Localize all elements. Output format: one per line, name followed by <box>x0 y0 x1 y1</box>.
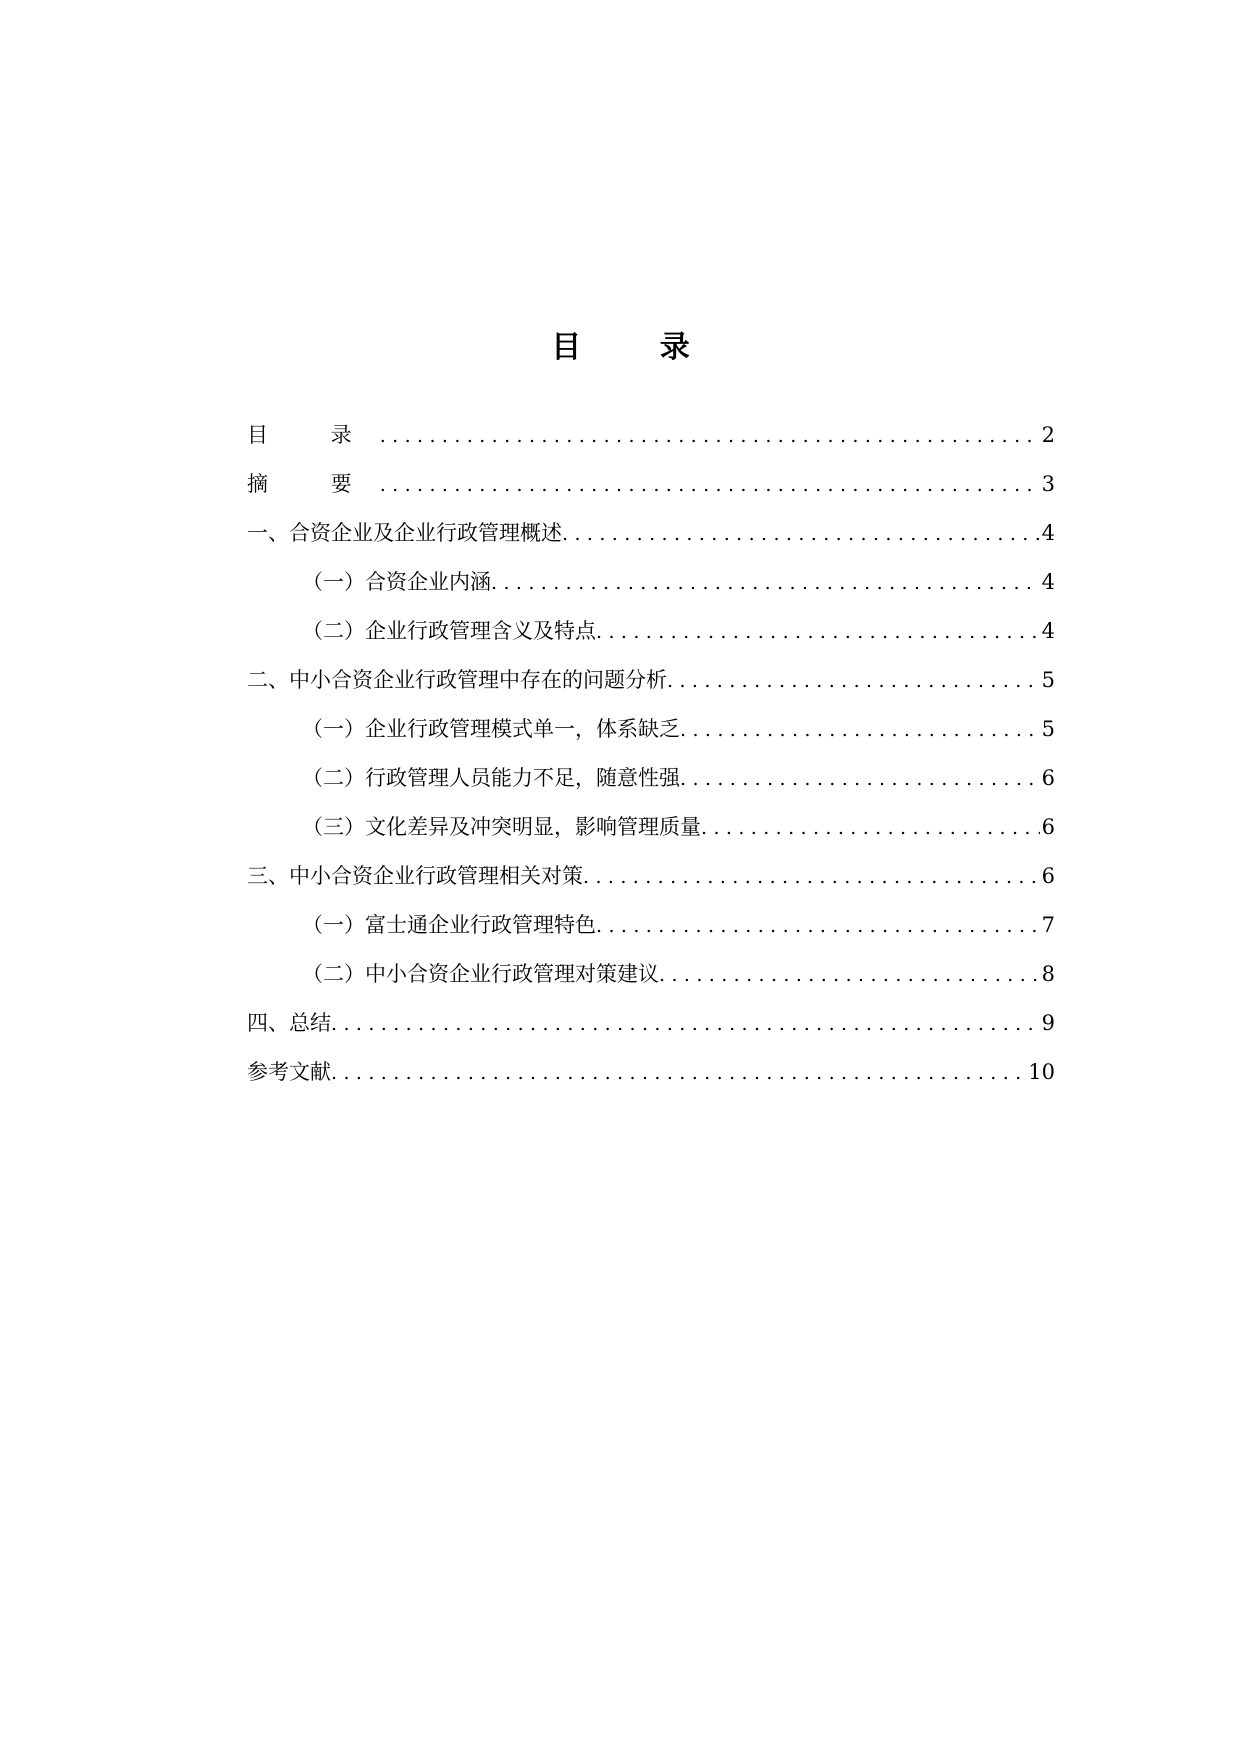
toc-dot-leader <box>491 563 1040 603</box>
toc-entry-page: 4 <box>1041 619 1055 643</box>
toc-dot-leader <box>583 857 1040 897</box>
toc-entry-label: 目 录 <box>247 423 380 447</box>
toc-entry-label: （二）行政管理人员能力不足，随意性强 <box>302 766 680 790</box>
toc-entry-chapter-4[interactable] <box>247 1003 1055 1052</box>
toc-dot-leader <box>701 808 1040 848</box>
toc-entry-page: 6 <box>1041 815 1055 839</box>
toc-dot-leader <box>596 906 1040 946</box>
toc-entry-references[interactable] <box>247 1052 1055 1101</box>
toc-entry-label: 四、总结 <box>247 1011 331 1035</box>
toc-entry-label: 二、中小合资企业行政管理中存在的问题分析 <box>247 668 667 692</box>
toc-entry-page: 6 <box>1041 766 1055 790</box>
toc-entry-page: 7 <box>1041 913 1055 937</box>
toc-entry-label: （一）合资企业内涵 <box>302 570 491 594</box>
toc-entry-page: 5 <box>1041 668 1055 692</box>
toc-entry-section-3-1[interactable] <box>247 905 1055 954</box>
toc-entry-section-2-3[interactable] <box>247 807 1055 856</box>
toc-entry-label: 三、中小合资企业行政管理相关对策 <box>247 864 583 888</box>
toc-entry-label: （一）企业行政管理模式单一，体系缺乏 <box>302 717 680 741</box>
toc-entry-chapter-3[interactable] <box>247 856 1055 905</box>
toc-entry-chapter-1[interactable] <box>247 513 1055 562</box>
toc-dot-leader <box>596 612 1040 652</box>
toc-entry-section-1-2[interactable] <box>247 611 1055 660</box>
toc-entry-page: 9 <box>1041 1011 1055 1035</box>
toc-entry-abstract[interactable] <box>247 464 1055 513</box>
toc-entry-page: 3 <box>1041 472 1055 496</box>
toc-entry-page: 8 <box>1041 962 1055 986</box>
toc-entry-page: 6 <box>1041 864 1055 888</box>
toc-entry-label: （二）企业行政管理含义及特点 <box>302 619 596 643</box>
toc-entry-page: 2 <box>1041 423 1055 447</box>
toc-entry-chapter-2[interactable] <box>247 660 1055 709</box>
toc-entry-label: 一、合资企业及企业行政管理概述 <box>247 521 562 545</box>
toc-entry-label: 参考文献 <box>247 1060 331 1084</box>
toc-dot-leader <box>380 465 1040 505</box>
toc-entry-label: （一）富士通企业行政管理特色 <box>302 913 596 937</box>
toc-entry-section-3-2[interactable] <box>247 954 1055 1003</box>
toc-dot-leader <box>680 759 1040 799</box>
toc-entry-label: （三）文化差异及冲突明显，影响管理质量 <box>302 815 701 839</box>
toc-entry-page: 10 <box>1028 1060 1055 1084</box>
toc-dot-leader <box>680 710 1040 750</box>
toc-dot-leader <box>331 1004 1040 1044</box>
table-of-contents <box>247 415 1055 1101</box>
toc-dot-leader <box>562 514 1040 554</box>
toc-entry-label: （二）中小合资企业行政管理对策建议 <box>302 962 659 986</box>
toc-dot-leader <box>380 416 1040 456</box>
toc-entry-section-2-1[interactable] <box>247 709 1055 758</box>
toc-entry-page: 4 <box>1041 521 1055 545</box>
toc-entry-section-2-2[interactable] <box>247 758 1055 807</box>
toc-entry-page: 4 <box>1041 570 1055 594</box>
toc-dot-leader <box>667 661 1040 701</box>
toc-title: 目 录 <box>551 330 724 365</box>
toc-entry-mulu[interactable] <box>247 415 1055 464</box>
toc-dot-leader <box>331 1053 1026 1093</box>
toc-dot-leader <box>659 955 1040 995</box>
toc-entry-page: 5 <box>1041 717 1055 741</box>
toc-entry-section-1-1[interactable] <box>247 562 1055 611</box>
toc-entry-label: 摘 要 <box>247 472 380 496</box>
